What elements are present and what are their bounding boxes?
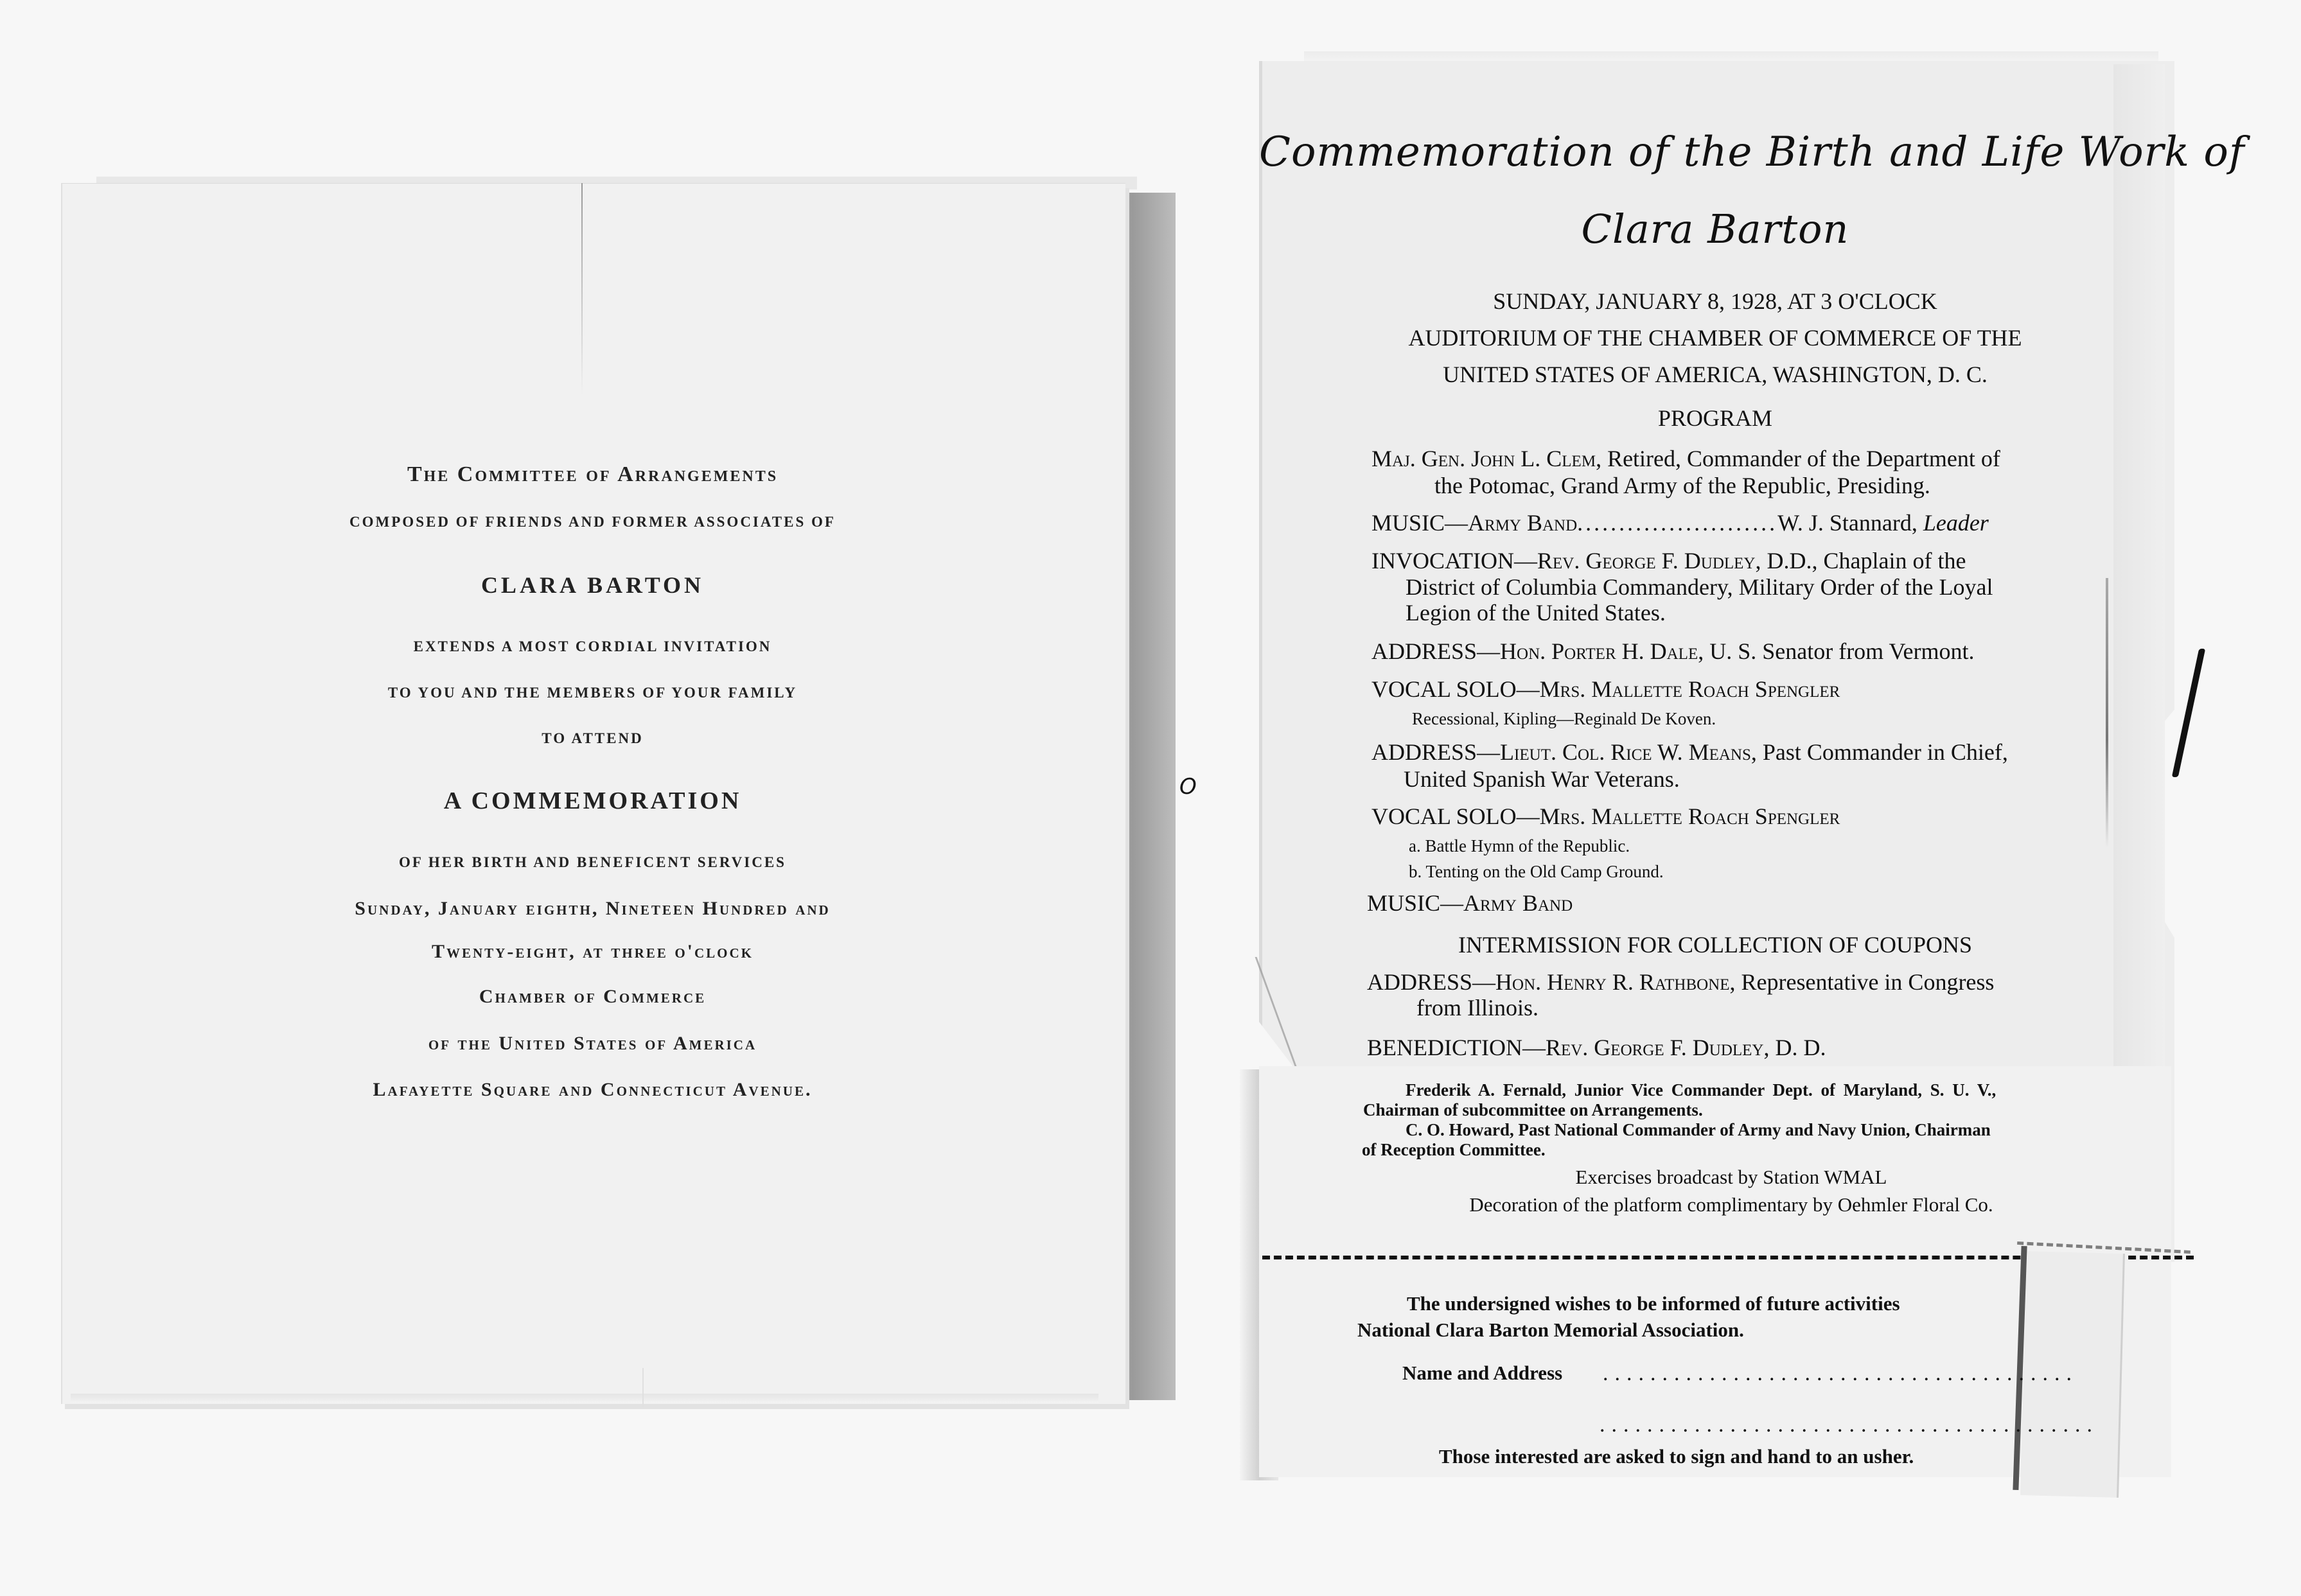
decoration-line: Decoration of the platform complimentary by Oehmler Floral Co. xyxy=(1469,1193,1993,1216)
program-item-invocation xyxy=(1371,547,1966,574)
program-venue-line2: UNITED STATES OF AMERICA, WASHINGTON, D. C. xyxy=(1443,362,1988,387)
program-detail: , D. D. xyxy=(1763,1035,1826,1060)
program-item-vocal-solo-2-song-a: a. Battle Hymn of the Republic. xyxy=(1409,836,1630,855)
program-item-invocation-cont1: District of Columbia Commandery, Military Order of the Loyal xyxy=(1406,574,1993,600)
sheet-tear xyxy=(2172,649,2206,777)
program-item-vocal-solo-1 xyxy=(1371,676,1840,703)
coupon-line2: National Clara Barton Memorial Association. xyxy=(1357,1319,1744,1341)
broadcast-line: Exercises broadcast by Station WMAL xyxy=(1575,1166,1887,1188)
program-item-benediction xyxy=(1367,1034,1826,1061)
program-detail: , Past Commander in Chief, xyxy=(1750,739,2008,765)
card-fold-crease xyxy=(581,183,583,395)
committee-note-line2: Chairman of subcommittee on Arrangements. xyxy=(1363,1100,1703,1119)
program-detail: , U. S. Senator from Vermont. xyxy=(1698,638,1975,664)
invitation-line-extends: EXTENDS A MOST CORDIAL INVITATION xyxy=(413,638,772,654)
program-item-vocal-solo-1-song: Recessional, Kipling—Reginald De Koven. xyxy=(1412,709,1716,728)
invitation-line-united-states: of the United States of America xyxy=(428,1033,757,1054)
program-label: ADDRESS— xyxy=(1367,969,1496,995)
coupon-name-label: Name and Address xyxy=(1402,1362,1563,1384)
program-item-address-means xyxy=(1371,739,2008,766)
sheet-fold-crease xyxy=(2106,578,2108,848)
program-item-address-dale xyxy=(1371,638,1975,665)
program-item-music-2 xyxy=(1367,890,1573,916)
invitation-line-to-attend: TO ATTEND xyxy=(542,730,644,746)
program-label: MUSIC— xyxy=(1371,510,1468,536)
invitation-line-location: Lafayette Square and Connecticut Avenue. xyxy=(373,1079,813,1100)
invitation-line-birth-services: OF HER BIRTH AND BENEFICENT SERVICES xyxy=(399,854,786,870)
program-person: Army Band xyxy=(1468,510,1578,536)
program-title-line2: Clara Barton xyxy=(1581,206,1849,252)
card-bottom-edge xyxy=(71,1394,1098,1403)
invitation-line-time: Twenty-eight, at three o'clock xyxy=(431,941,754,962)
program-heading: PROGRAM xyxy=(1657,405,1773,431)
program-label: BENEDICTION— xyxy=(1367,1035,1546,1060)
program-person: Rev. George F. Dudley xyxy=(1545,1035,1764,1060)
program-intermission: INTERMISSION FOR COLLECTION OF COUPONS xyxy=(1458,932,1973,958)
program-item-vocal-solo-2 xyxy=(1371,803,1840,830)
program-person: Lieut. Col. Rice W. Means xyxy=(1500,739,1751,765)
program-label: ADDRESS— xyxy=(1371,638,1501,664)
leader-dots: ........................ xyxy=(1577,510,1778,536)
invitation-line-date: Sunday, January eighth, Nineteen Hundred and xyxy=(355,898,831,919)
program-detail: , Retired, Commander of the Department of xyxy=(1596,446,2000,471)
program-label: VOCAL SOLO— xyxy=(1371,803,1540,829)
program-person: Mrs. Mallette Roach Spengler xyxy=(1539,803,1840,829)
committee-note-line4: of Reception Committee. xyxy=(1362,1140,1546,1159)
coupon-footer: Those interested are asked to sign and hand to an usher. xyxy=(1439,1445,1914,1468)
program-leader-role: Leader xyxy=(1923,510,1989,536)
invitation-line-chamber: Chamber of Commerce xyxy=(479,986,707,1007)
invitation-line-composed: COMPOSED OF FRIENDS AND FORMER ASSOCIATES OF xyxy=(349,514,836,530)
handwritten-o-mark: O xyxy=(1179,774,1197,800)
program-item-music-1 xyxy=(1371,509,1989,536)
sheet-top-shadow xyxy=(1304,51,2158,62)
program-label: VOCAL SOLO— xyxy=(1371,676,1540,702)
program-item-presiding xyxy=(1371,445,2000,472)
program-person: Hon. Porter H. Dale xyxy=(1500,638,1698,664)
program-item-vocal-solo-2-song-b: b. Tenting on the Old Camp Ground. xyxy=(1409,862,1664,881)
program-item-address-rathbone xyxy=(1367,969,1994,995)
program-detail: , Representative in Congress xyxy=(1729,969,1995,995)
program-label: MUSIC— xyxy=(1367,890,1464,916)
program-person: Mrs. Mallette Roach Spengler xyxy=(1539,676,1840,702)
program-person: Hon. Henry R. Rathbone xyxy=(1495,969,1730,995)
program-item-address-rathbone-cont: from Illinois. xyxy=(1416,995,1538,1021)
program-date: SUNDAY, JANUARY 8, 1928, AT 3 O'CLOCK xyxy=(1493,288,1937,314)
invitation-line-commemoration: A COMMEMORATION xyxy=(443,787,742,814)
committee-note-line3: C. O. Howard, Past National Commander of Army and Navy Union, Chairman xyxy=(1406,1120,1991,1139)
program-item-invocation-cont2: Legion of the United States. xyxy=(1406,600,1666,626)
program-item-presiding-cont: the Potomac, Grand Army of the Republic, Presiding. xyxy=(1434,473,1930,498)
card-bottom-crease xyxy=(642,1368,644,1407)
coupon-address-field[interactable]: .......................................... xyxy=(1600,1413,2099,1437)
program-title-line1: Commemoration of the Birth and Life Work of xyxy=(1259,128,2245,176)
program-person: Rev. George F. Dudley xyxy=(1537,548,1756,574)
program-person: Army Band xyxy=(1463,890,1573,916)
program-venue-line1: AUDITORIUM OF THE CHAMBER OF COMMERCE OF THE xyxy=(1408,325,2022,351)
invitation-line-committee: The Committee of Arrangements xyxy=(407,462,779,486)
coupon-name-address-field[interactable]: ........................................ xyxy=(1603,1362,2078,1385)
program-label: INVOCATION— xyxy=(1371,548,1537,574)
program-detail: , D.D., Chaplain of the xyxy=(1755,548,1966,574)
program-leader-name: W. J. Stannard, xyxy=(1777,510,1923,536)
program-label: ADDRESS— xyxy=(1371,739,1501,765)
invitation-line-clara-barton: CLARA BARTON xyxy=(480,572,705,598)
coupon-line1: The undersigned wishes to be informed of future activities xyxy=(1407,1292,1900,1315)
committee-note-line1: Frederik A. Fernald, Junior Vice Commander Dept. of Maryland, S. U. V., xyxy=(1406,1080,1997,1100)
program-person: Maj. Gen. John L. Clem xyxy=(1371,446,1596,471)
program-item-address-means-cont: United Spanish War Veterans. xyxy=(1404,766,1680,792)
invitation-line-family: TO YOU AND THE MEMBERS OF YOUR FAMILY xyxy=(387,685,798,701)
